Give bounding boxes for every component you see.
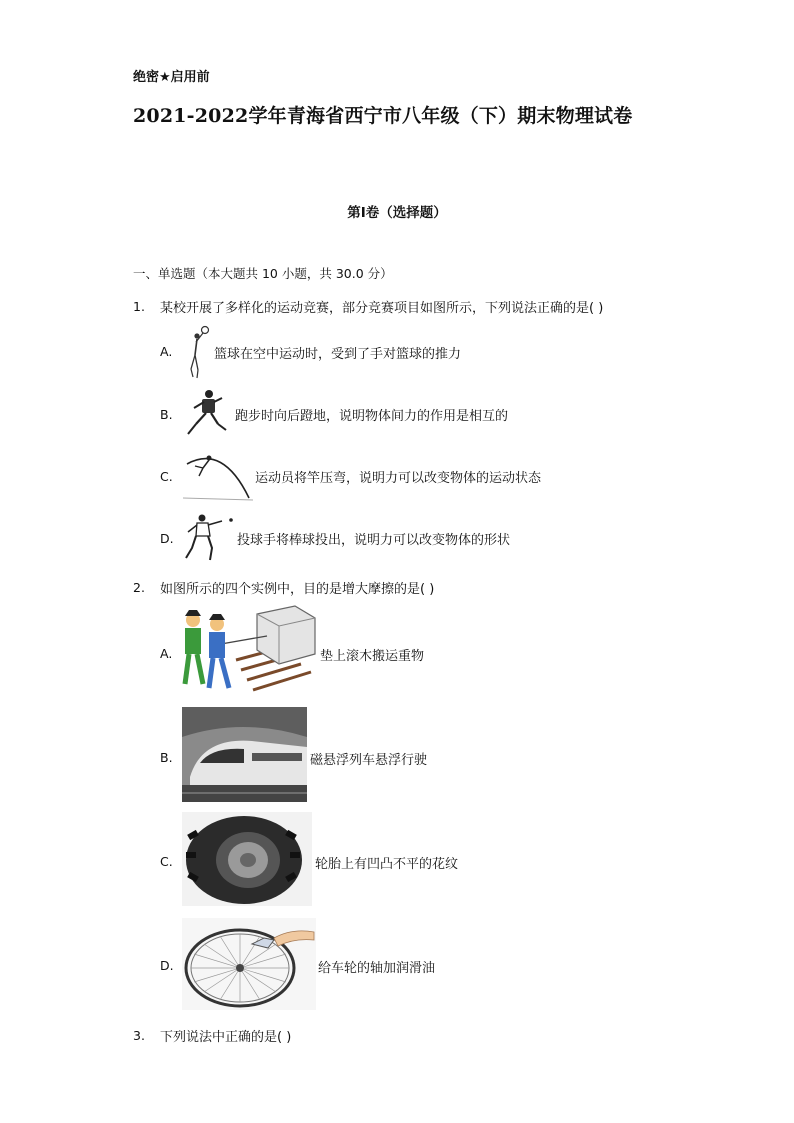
page-title: 2021-2022学年青海省西宁市八年级（下）期末物理试卷 xyxy=(133,105,633,127)
option-letter: B. xyxy=(160,407,173,422)
question-number: 3. xyxy=(133,1028,145,1043)
option-letter: A. xyxy=(160,344,173,359)
question-number: 1. xyxy=(133,299,145,314)
tire-tread-image xyxy=(182,812,312,906)
option-text: 垫上滚木搬运重物 xyxy=(320,649,425,664)
wheel-lubrication-image xyxy=(182,918,316,1010)
option-letter: D. xyxy=(160,958,174,973)
option-text: 给车轮的轴加润滑油 xyxy=(318,961,436,976)
question-text: 如图所示的四个实例中，目的是增大摩擦的是( ) xyxy=(160,582,435,597)
runner-image xyxy=(184,388,232,438)
option-text: 跑步时向后蹬地，说明物体间力的作用是相互的 xyxy=(235,409,509,424)
question-text: 下列说法中正确的是( ) xyxy=(160,1030,292,1045)
option-text: 磁悬浮列车悬浮行驶 xyxy=(310,753,428,768)
option-letter: A. xyxy=(160,646,173,661)
rollers-moving-load-image xyxy=(181,604,317,696)
option-letter: C. xyxy=(160,469,173,484)
section-title: 一、单选题（本大题共 10 小题，共 30.0 分） xyxy=(133,266,393,281)
option-text: 投球手将棒球投出，说明力可以改变物体的形状 xyxy=(237,533,511,548)
volume-title: 第I卷（选择题） xyxy=(347,205,447,221)
option-letter: B. xyxy=(160,750,173,765)
baseball-pitcher-image xyxy=(180,512,236,564)
option-text: 轮胎上有凹凸不平的花纹 xyxy=(315,857,459,872)
maglev-train-image xyxy=(182,707,307,802)
pole-vault-image xyxy=(183,448,253,504)
question-number: 2. xyxy=(133,580,145,595)
basketball-player-image xyxy=(183,325,213,380)
secret-label: 绝密★启用前 xyxy=(133,70,210,85)
option-text: 运动员将竿压弯，说明力可以改变物体的运动状态 xyxy=(255,471,542,486)
option-letter: C. xyxy=(160,854,173,869)
question-text: 某校开展了多样化的运动竞赛，部分竞赛项目如图所示，下列说法正确的是( ) xyxy=(160,301,604,316)
option-letter: D. xyxy=(160,531,174,546)
option-text: 篮球在空中运动时，受到了手对篮球的推力 xyxy=(214,347,462,362)
